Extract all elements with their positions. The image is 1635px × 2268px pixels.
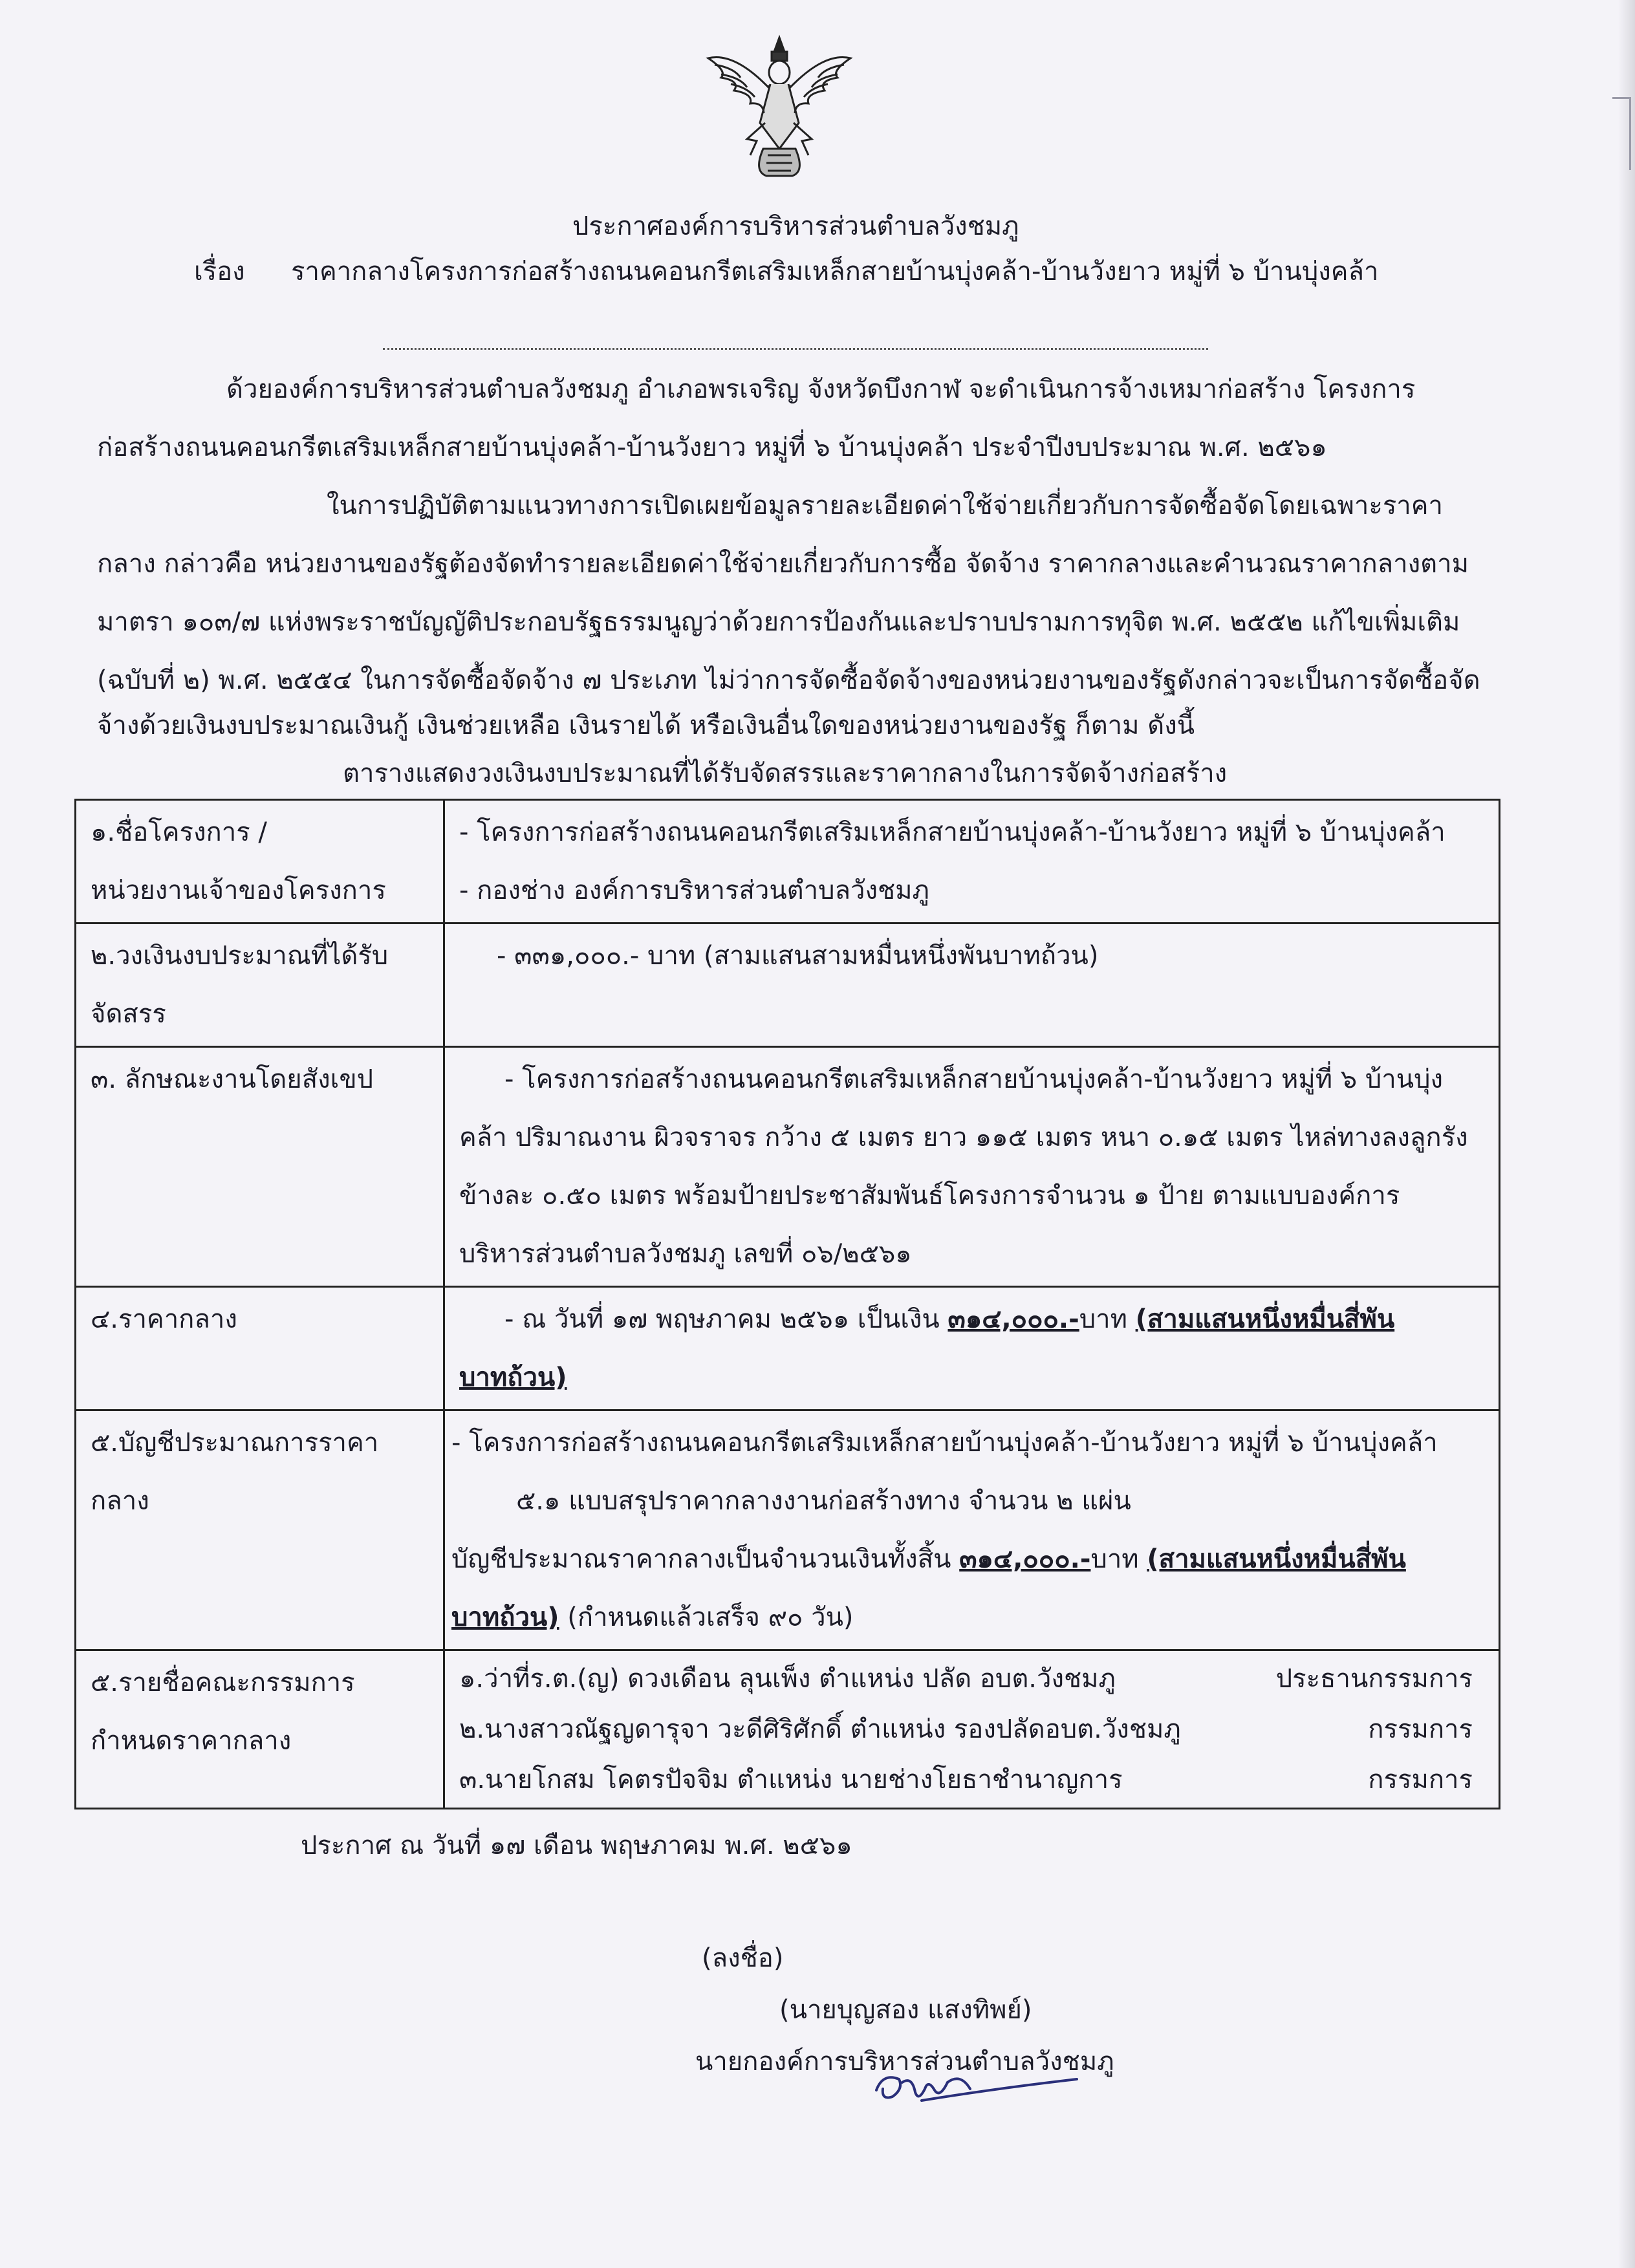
row2-value-line1: - ๓๓๑,๐๐๐.- บาท (สามแสนสามหมื่นหนึ่งพันบาทถ้วน) xyxy=(497,941,1099,971)
committee-member xyxy=(459,1704,1492,1755)
row2-label xyxy=(76,923,444,1047)
committee-member-role: ประธานกรรมการ xyxy=(1275,1664,1473,1694)
table-row xyxy=(76,1287,1500,1410)
row4-date-text: - ณ วันที่ ๑๗ พฤษภาคม ๒๕๖๑ เป็นเงิน xyxy=(504,1304,948,1334)
row1-label-line1: ๑.ชื่อโครงการ / xyxy=(91,817,267,847)
row6-value xyxy=(444,1650,1500,1809)
row5-total-text: บัญชีประมาณราคากลางเป็นจำนวนเงินทั้งสิ้น xyxy=(451,1544,960,1574)
row2-label-line2: จัดสรร xyxy=(91,999,166,1029)
row3-value-line1: - โครงการก่อสร้างถนนคอนกรีตเสริมเหล็กสายบ้านบุ่งคล้า-บ้านวังยาว หมู่ที่ ๖ บ้านบุ่ง xyxy=(504,1064,1444,1094)
row5-label-line2: กลาง xyxy=(91,1486,149,1516)
subject-label: เรื่อง xyxy=(194,257,245,286)
row5-value-line3 xyxy=(451,1530,1492,1588)
table-row xyxy=(76,800,1500,923)
row6-label xyxy=(76,1650,444,1809)
table-title: ตารางแสดงวงเงินงบประมาณที่ได้รับจัดสรรและราคากลางในการจัดจ้างก่อสร้าง xyxy=(343,759,1228,788)
row4-value-line1 xyxy=(459,1290,1492,1348)
subject-text: ราคากลางโครงการก่อสร้างถนนคอนกรีตเสริมเหล็กสายบ้านบุ่งคล้า-บ้านวังยาว หมู่ที่ ๖ บ้านบุ่งคล้า xyxy=(291,257,1379,286)
row5-value-line1: - โครงการก่อสร้างถนนคอนกรีตเสริมเหล็กสายบ้านบุ่งคล้า-บ้านวังยาว หมู่ที่ ๖ บ้านบุ่งคล้า xyxy=(451,1428,1438,1458)
row5-deadline: (กำหนดแล้วเสร็จ ๙๐ วัน) xyxy=(559,1603,854,1632)
para2-line4: (ฉบับที่ ๒) พ.ศ. ๒๕๕๔ ในการจัดซื้อจัดจ้าง ๗ ประเภท ไม่ว่าการจัดซื้อจัดจ้างของหน่วยงานของรัฐดังกล่าวจะเป็นการจัดซื้อจัด xyxy=(97,665,1480,695)
row4-amount: ๓๑๔,๐๐๐.- xyxy=(947,1304,1079,1334)
sign-label: (ลงชื่อ) xyxy=(702,1943,784,1973)
table-row xyxy=(76,1650,1500,1809)
signer-position: นายกองค์การบริหารส่วนตำบลวังชมภู xyxy=(695,2047,1114,2077)
para2-line5: จ้างด้วยเงินงบประมาณเงินกู้ เงินช่วยเหลือ เงินรายได้ หรือเงินอื่นใดของหน่วยงานของรัฐ ก็ตาม ดังนี้ xyxy=(97,711,1195,740)
row3-label-line1: ๓. ลักษณะงานโดยสังเขป xyxy=(91,1064,374,1094)
para1-line2: ก่อสร้างถนนคอนกรีตเสริมเหล็กสายบ้านบุ่งคล้า-บ้านวังยาว หมู่ที่ ๖ บ้านบุ่งคล้า ประจำปีงบประมาณ พ.ศ. ๒๕๖๑ xyxy=(97,433,1327,462)
divider-dotted xyxy=(383,348,1208,350)
row4-currency: บาท xyxy=(1079,1304,1136,1334)
row1-label xyxy=(76,800,444,923)
table-row xyxy=(76,1047,1500,1287)
row4-amount-words-2: บาทถ้วน) xyxy=(459,1363,567,1392)
row5-value-line2: ๕.๑ แบบสรุปราคากลางงานก่อสร้างทาง จำนวน ๒ แผ่น xyxy=(516,1486,1131,1516)
para2-line3: มาตรา ๑๐๓/๗ แห่งพระราชบัญญัติประกอบรัฐธรรมนูญว่าด้วยการป้องกันและปราบปรามการทุจิต พ.ศ. ๒๕๕๒ แก้ไขเพิ่มเติม xyxy=(97,607,1460,637)
row1-value-line1: - โครงการก่อสร้างถนนคอนกรีตเสริมเหล็กสายบ้านบุ่งคล้า-บ้านวังยาว หมู่ที่ ๖ บ้านบุ่งคล้า xyxy=(459,817,1446,847)
committee-member-name: ๑.ว่าที่ร.ต.(ญ) ดวงเดือน ลุนเพ็ง ตำแหน่ง ปลัด อบต.วังชมภู xyxy=(459,1664,1116,1694)
row1-value-line2: - กองช่าง องค์การบริหารส่วนตำบลวังชมภู xyxy=(459,876,929,905)
row3-value xyxy=(444,1047,1500,1287)
row4-amount-words-1: (สามแสนหนึ่งหมื่นสี่พัน xyxy=(1135,1304,1395,1334)
committee-member-name: ๓.นายโกสม โคตรปัจจิม ตำแหน่ง นายช่างโยธาชำนาญการ xyxy=(459,1765,1123,1795)
row3-label xyxy=(76,1047,444,1287)
row5-amount-words-1: (สามแสนหนึ่งหมื่นสี่พัน xyxy=(1147,1544,1406,1574)
row5-value xyxy=(444,1410,1500,1650)
table-row xyxy=(76,923,1500,1047)
committee-member xyxy=(459,1654,1492,1704)
row5-label-line1: ๕.บัญชีประมาณการราคา xyxy=(91,1428,379,1458)
row5-value-line4 xyxy=(451,1588,1492,1647)
table-row xyxy=(76,1410,1500,1650)
row1-label-line2: หน่วยงานเจ้าของโครงการ xyxy=(91,876,386,905)
committee-member-role: กรรมการ xyxy=(1368,1714,1473,1744)
row1-value xyxy=(444,800,1500,923)
row4-label-line1: ๔.ราคากลาง xyxy=(91,1304,237,1334)
committee-member-role: กรรมการ xyxy=(1368,1765,1473,1795)
page-corner-mark xyxy=(1612,97,1631,170)
agency-title: ประกาศองค์การบริหารส่วนตำบลวังชมภู xyxy=(572,211,1019,241)
row4-value-line2 xyxy=(459,1348,1492,1407)
row2-value xyxy=(444,923,1500,1047)
announcement-date: ประกาศ ณ วันที่ ๑๗ เดือน พฤษภาคม พ.ศ. ๒๕๖๑ xyxy=(301,1831,852,1861)
row5-label xyxy=(76,1410,444,1650)
garuda-emblem xyxy=(695,26,863,181)
row5-currency: บาท xyxy=(1090,1544,1147,1574)
row2-label-line1: ๒.วงเงินงบประมาณที่ได้รับ xyxy=(91,941,389,971)
committee-member-name: ๒.นางสาวณัฐญดารุจา วะดีศิริศักดิ์ ตำแหน่ง รองปลัดอบต.วังชมภู xyxy=(459,1714,1181,1744)
row4-value xyxy=(444,1287,1500,1410)
row4-label xyxy=(76,1287,444,1410)
committee-member xyxy=(459,1755,1492,1805)
row3-value-line4: บริหารส่วนตำบลวังชมภู เลขที่ ๐๖/๒๕๖๑ xyxy=(459,1239,912,1269)
para2-line1: ในการปฏิบัติตามแนวทางการเปิดเผยข้อมูลรายละเอียดค่าใช้จ่ายเกี่ยวกับการจัดซื้อจัดโดยเฉพาะราคา xyxy=(327,491,1443,521)
signer-name: (นายบุญสอง แสงทิพย์) xyxy=(779,1995,1032,2025)
para1-line1: ด้วยองค์การบริหารส่วนตำบลวังชมภู อำเภอพรเจริญ จังหวัดบึงกาฬ จะดำเนินการจ้างเหมาก่อสร้าง โครงการ xyxy=(226,374,1416,404)
para2-line2: กลาง กล่าวคือ หน่วยงานของรัฐต้องจัดทำรายละเอียดค่าใช้จ่ายเกี่ยวกับการซื้อ จัดจ้าง ราคากลางและคำนวณราคากลางตาม xyxy=(97,549,1469,579)
row5-amount-words-2: บาทถ้วน) xyxy=(451,1603,559,1632)
budget-table xyxy=(74,799,1500,1809)
row3-value-line2: คล้า ปริมาณงาน ผิวจราจร กว้าง ๕ เมตร ยาว ๑๑๕ เมตร หนา ๐.๑๕ เมตร ไหล่ทางลงลูกรัง xyxy=(459,1123,1468,1152)
row6-label-line2: กำหนดราคากลาง xyxy=(91,1726,292,1756)
page-edge-shadow xyxy=(1618,0,1635,2268)
row5-amount: ๓๑๔,๐๐๐.- xyxy=(959,1544,1091,1574)
row3-value-line3: ข้างละ ๐.๕๐ เมตร พร้อมป้ายประชาสัมพันธ์โครงการจำนวน ๑ ป้าย ตามแบบองค์การ xyxy=(459,1181,1400,1211)
row6-label-line1: ๕.รายชื่อคณะกรรมการ xyxy=(91,1668,355,1698)
